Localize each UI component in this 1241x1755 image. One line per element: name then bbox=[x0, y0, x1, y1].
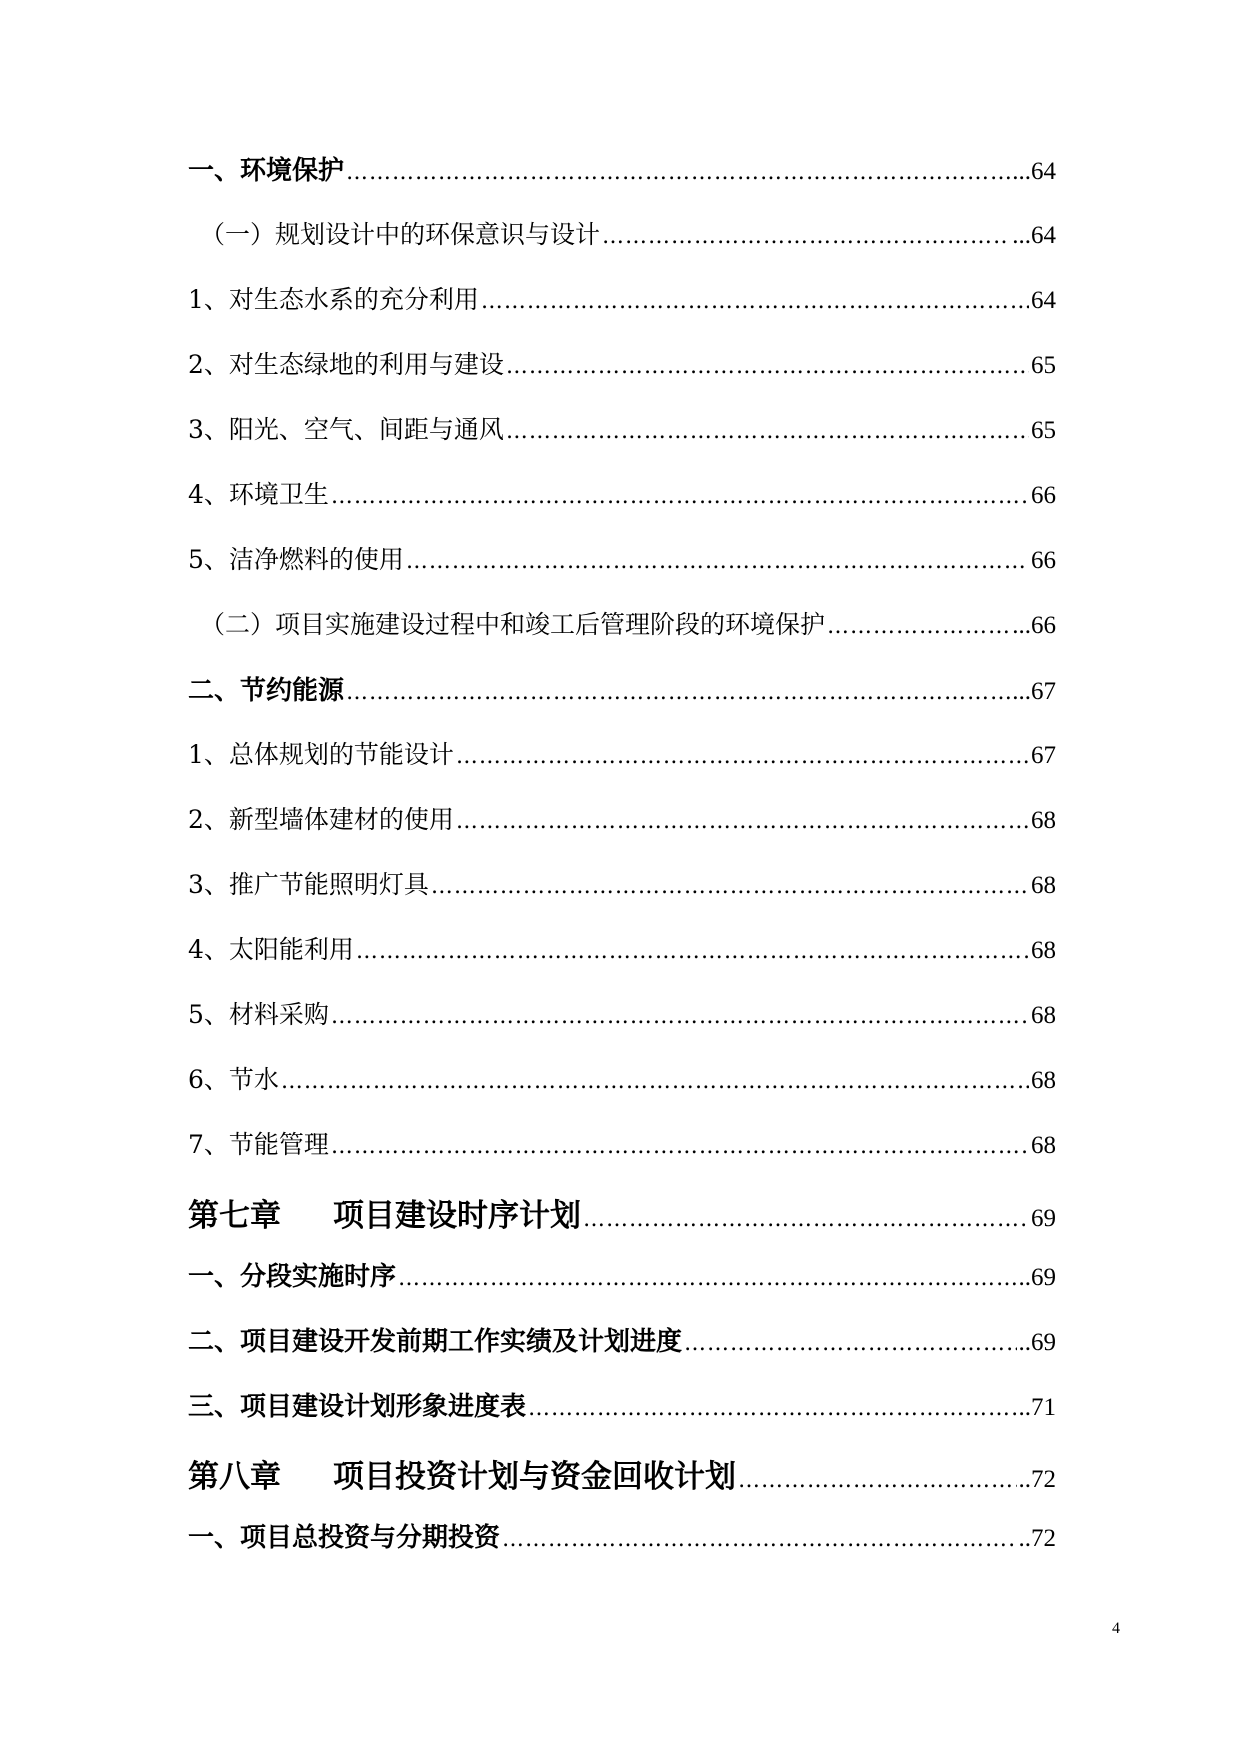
toc-entry-page: ..72 bbox=[1018, 1525, 1056, 1552]
toc-entry-page: ..69 bbox=[1018, 1264, 1056, 1291]
toc-entry-label: 6、节水 bbox=[188, 1065, 279, 1094]
toc-entry-label: 1、总体规划的节能设计 bbox=[188, 740, 454, 769]
toc-chapter-entry[interactable] bbox=[188, 1451, 1056, 1517]
toc-entry[interactable] bbox=[188, 1386, 1056, 1451]
toc-entry-label: 4、环境卫生 bbox=[188, 480, 329, 509]
toc-entry-label: 一、项目总投资与分期投资 bbox=[188, 1523, 501, 1553]
toc-entry[interactable] bbox=[188, 670, 1056, 735]
toc-leader-dots bbox=[398, 1266, 1016, 1291]
toc-leader-dots bbox=[456, 744, 1029, 769]
toc-chapter-label bbox=[188, 1190, 581, 1235]
toc-leader-dots bbox=[602, 224, 1010, 249]
toc-entry[interactable] bbox=[188, 1256, 1056, 1321]
toc-entry[interactable] bbox=[188, 930, 1056, 995]
toc-leader-dots bbox=[502, 1527, 1016, 1552]
chapter-number: 第七章 bbox=[188, 1198, 281, 1234]
toc-entry-page: 68 bbox=[1031, 937, 1056, 964]
toc-entry[interactable] bbox=[188, 865, 1056, 930]
toc-entry-label: 5、洁净燃料的使用 bbox=[188, 545, 404, 574]
toc-leader-dots bbox=[528, 1396, 1016, 1421]
toc-entry-label: 7、节能管理 bbox=[188, 1130, 329, 1159]
toc-entry[interactable] bbox=[188, 1125, 1056, 1190]
toc-leader-dots bbox=[738, 1468, 1017, 1493]
toc-entry[interactable] bbox=[188, 995, 1056, 1060]
toc-entry-label: 二、节约能源 bbox=[188, 676, 345, 706]
toc-chapter-entry[interactable] bbox=[188, 1190, 1056, 1256]
toc-entry[interactable] bbox=[200, 605, 1056, 670]
toc-leader-dots bbox=[406, 549, 1029, 574]
toc-entry[interactable] bbox=[188, 150, 1056, 215]
toc-entry-page: 68 bbox=[1031, 1132, 1056, 1159]
toc-entry-page: 68 bbox=[1031, 807, 1056, 834]
toc-entry-page: ..71 bbox=[1018, 1394, 1056, 1421]
toc-leader-dots bbox=[356, 939, 1029, 964]
toc-entry-page: ..69 bbox=[1018, 1329, 1056, 1356]
toc-chapter-label bbox=[188, 1451, 736, 1496]
toc-entry-page: 65 bbox=[1031, 352, 1056, 379]
toc-entry[interactable] bbox=[188, 345, 1056, 410]
chapter-number: 第八章 bbox=[188, 1459, 281, 1495]
toc-entry-page: 64 bbox=[1031, 287, 1056, 314]
toc-entry[interactable] bbox=[188, 1517, 1056, 1582]
toc-entry-label: 3、推广节能照明灯具 bbox=[188, 870, 429, 899]
toc-entry-page: 67 bbox=[1031, 742, 1056, 769]
toc-entry-label: （一）规划设计中的环保意识与设计 bbox=[200, 220, 601, 249]
toc-entry-label: 2、新型墙体建材的使用 bbox=[188, 805, 454, 834]
toc-entry-page: 66 bbox=[1031, 482, 1056, 509]
toc-leader-dots bbox=[281, 1069, 1029, 1094]
toc-leader-dots bbox=[583, 1207, 1029, 1232]
toc-entry-page: 69 bbox=[1031, 1205, 1056, 1232]
toc-entry-label: 3、阳光、空气、间距与通风 bbox=[188, 415, 504, 444]
toc-entry-label: 5、材料采购 bbox=[188, 1000, 329, 1029]
toc-entry-page: ...67 bbox=[1012, 678, 1056, 705]
toc-leader-dots bbox=[346, 680, 1010, 705]
table-of-contents bbox=[188, 150, 1056, 1582]
toc-entry-label: （二）项目实施建设过程中和竣工后管理阶段的环境保护 bbox=[200, 610, 826, 639]
toc-entry-label: 1、对生态水系的充分利用 bbox=[188, 285, 479, 314]
toc-entry[interactable] bbox=[188, 1060, 1056, 1125]
chapter-title: 项目建设时序计划 bbox=[333, 1198, 581, 1234]
toc-leader-dots bbox=[346, 160, 1010, 185]
toc-entry[interactable] bbox=[188, 475, 1056, 540]
toc-leader-dots bbox=[331, 1004, 1029, 1029]
toc-entry-page: 65 bbox=[1031, 417, 1056, 444]
toc-leader-dots bbox=[684, 1331, 1016, 1356]
toc-leader-dots bbox=[331, 484, 1029, 509]
toc-entry-label: 三、项目建设计划形象进度表 bbox=[188, 1392, 527, 1422]
toc-leader-dots bbox=[827, 614, 1010, 639]
toc-leader-dots bbox=[431, 874, 1029, 899]
toc-entry-label: 4、太阳能利用 bbox=[188, 935, 354, 964]
toc-entry-page: ...66 bbox=[1012, 612, 1056, 639]
toc-entry[interactable] bbox=[200, 215, 1056, 280]
toc-entry-page: 68 bbox=[1031, 1002, 1056, 1029]
toc-entry-label: 二、项目建设开发前期工作实绩及计划进度 bbox=[188, 1327, 683, 1357]
toc-leader-dots bbox=[506, 354, 1029, 379]
toc-entry-label: 一、环境保护 bbox=[188, 156, 345, 186]
toc-entry-label: 2、对生态绿地的利用与建设 bbox=[188, 350, 504, 379]
toc-entry[interactable] bbox=[188, 540, 1056, 605]
toc-leader-dots bbox=[506, 419, 1029, 444]
toc-entry[interactable] bbox=[188, 410, 1056, 475]
toc-entry[interactable] bbox=[188, 735, 1056, 800]
toc-entry[interactable] bbox=[188, 800, 1056, 865]
toc-entry[interactable] bbox=[188, 280, 1056, 345]
toc-leader-dots bbox=[456, 809, 1029, 834]
chapter-title: 项目投资计划与资金回收计划 bbox=[333, 1459, 736, 1495]
toc-leader-dots bbox=[481, 289, 1029, 314]
toc-entry-page: 68 bbox=[1031, 872, 1056, 899]
toc-entry-page: 66 bbox=[1031, 547, 1056, 574]
toc-entry-page: ..72 bbox=[1018, 1466, 1056, 1493]
page-number: 4 bbox=[1112, 1620, 1120, 1637]
toc-leader-dots bbox=[331, 1134, 1029, 1159]
toc-entry-page: ...64 bbox=[1012, 222, 1056, 249]
toc-entry-page: 68 bbox=[1031, 1067, 1056, 1094]
toc-entry-label: 一、分段实施时序 bbox=[188, 1262, 397, 1292]
toc-entry-page: ...64 bbox=[1012, 158, 1056, 185]
toc-entry[interactable] bbox=[188, 1321, 1056, 1386]
